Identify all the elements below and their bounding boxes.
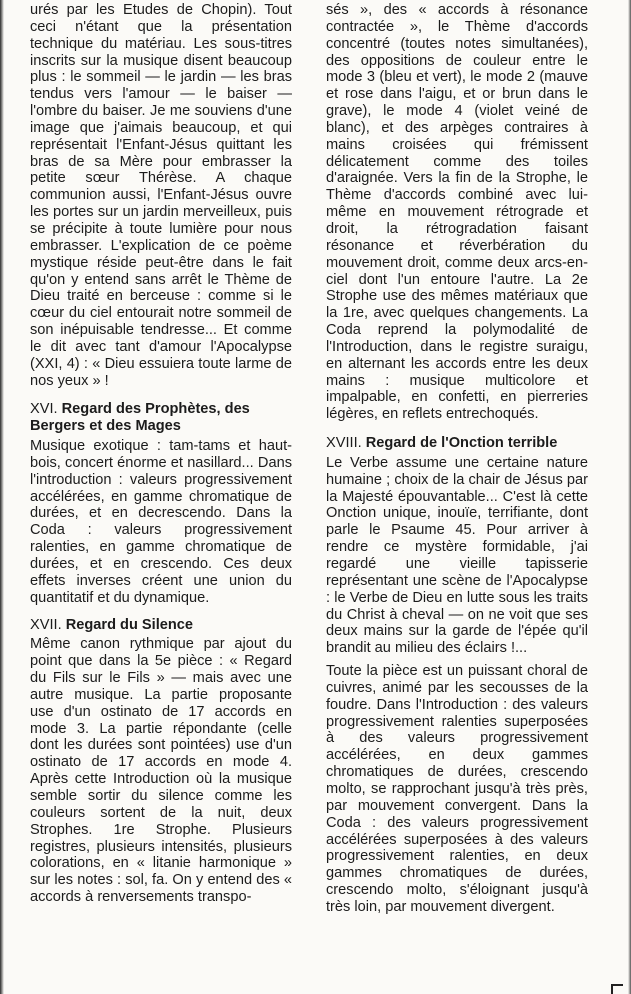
heading-title: Regard du Silence	[65, 616, 194, 633]
paragraph-xviii-a: Le Verbe assume une certaine nature humaine ; choix de la chair de Jésus par la Majesté épouvantable... C'est là cette Onction unique, inouïe, terrifiante, dont parle le Psaume 45. Pour arriver à rendre ce mystère formidable, j'ai regardé une vieille tapisserie représentant une scène de l'Apocalypse : le Verbe de Dieu en lutte sous les traits du Christ à cheval — on ne voit que ses deux mains sur la garde de l'épée qu'il brandit au milieu des éclairs !...	[326, 454, 588, 657]
heading-number: XVII.	[30, 616, 62, 633]
paragraph-xvii: Même canon rythmique par ajout du point que dans la 5e pièce : « Regard du Fils sur le Fils » — mais avec une autre musique. La partie proposante use d'un ostinato de 17 accords en mode 3. La partie répondante (celle dont les durées sont pointées) use d'un ostinato de 17 accords en mode 4. Après cette Introduction où la musique semble sortir du silence comme les couleurs sortent de la nuit, deux Strophes. 1re Strophe. Plusieurs registres, plusieurs intensités, plusieurs colorations, en « litanie harmonique » sur les notes : sol, fa. On y entend des « accords à renversements transpo-	[30, 636, 292, 906]
heading-title: Regard de l'Onction terrible	[365, 435, 558, 452]
paragraph-xviii-b: Toute la pièce est un puissant choral de cuivres, animé par les secousses de la foudre. Dans l'Introduction : des valeurs progressivement ralenties superposées à des valeurs progressivement accélérées, en deux gammes chromatiques de durées, crescendo molto, se rapprochant jusqu'à très près, par mouvement convergent. Dans la Coda : des valeurs progressivement accélérées superposées à des valeurs progressivement ralenties, en deux gammes chromatiques de durées, crescendo molto, s'éloignant jusqu'à très loin, par mouvement divergent.	[326, 663, 588, 915]
right-column	[326, 2, 588, 922]
heading-number: XVI.	[30, 401, 58, 418]
heading-number: XVIII.	[326, 435, 362, 452]
crop-mark	[611, 984, 623, 994]
heading-xvii	[30, 617, 292, 634]
paragraph-continued: sés », des « accords à résonance contractée », le Thème d'accords concentré (toutes notes simultanées), des oppositions de couleur entre le mode 3 (bleu et vert), le mode 2 (mauve et rose dans l'aigu, et or brun dans le grave), le mode 4 (violet veiné de blanc), et des arpèges contraires à mains croisées qui frémissent délicatement comme des toiles d'araignée. Vers la fin de la Strophe, le Thème d'accords combiné avec lui-même en mouvement rétrograde et droit, la rétrogradation faisant résonance et réverbération du mouvement droit, comme deux arcs-en-ciel dont l'un entoure l'autre. La 2e Strophe use des mêmes matériaux que la 1re, avec quelques changements. La Coda reprend la polymodalité de l'Introduction, dans le registre suraigu, en alternant les accords entre les deux mains : musique multicolore et impalpable, en confetti, en pierreries légères, en reflets entrechoqués.	[326, 2, 588, 423]
paragraph-xvi: Musique exotique : tam-tams et haut-bois, concert énorme et nasillard... Dans l'introduction : valeurs progressivement accélérées, en gamme chromatique de durées, et en decrescendo. Dans la Coda : valeurs progressivement ralenties, en gamme chromatique de durées, et en crescendo. Ces deux effets inverses créent une union du quantitatif et du dynamique.	[30, 438, 292, 606]
page-edge-shadow	[0, 0, 4, 994]
left-column	[30, 2, 292, 912]
heading-xvi	[30, 401, 292, 435]
heading-xviii	[326, 435, 588, 452]
paragraph-intro: urés par les Etudes de Chopin). Tout ceci n'étant que la présentation technique du matériau. Les sous-titres inscrits sur la musique disent beaucoup plus : le sommeil — le jardin — les bras tendus vers l'amour — le baiser — l'ombre du baiser. Je me souviens d'une image que j'aimais beaucoup, et qui représentait l'Enfant-Jésus quittant les bras de sa Mère pour embrasser la petite sœur Thérèse. A chaque communion aussi, l'Enfant-Jésus ouvre les portes sur un jardin merveilleux, puis se précipite à toute lumière pour nous embrasser. L'explication de ce poème mystique réside peut-être dans le fait qu'on y entend sans arrêt le Thème de Dieu traité en berceuse : comme si le cœur du ciel entourait notre sommeil de son inépuisable tendresse... Et comme le dit avec tant d'amour l'Apocalypse (XXI, 4) : « Dieu essuiera toute larme de nos yeux » !	[30, 2, 292, 389]
heading-title: Regard des Prophètes, des Bergers et des Mages	[30, 401, 250, 435]
